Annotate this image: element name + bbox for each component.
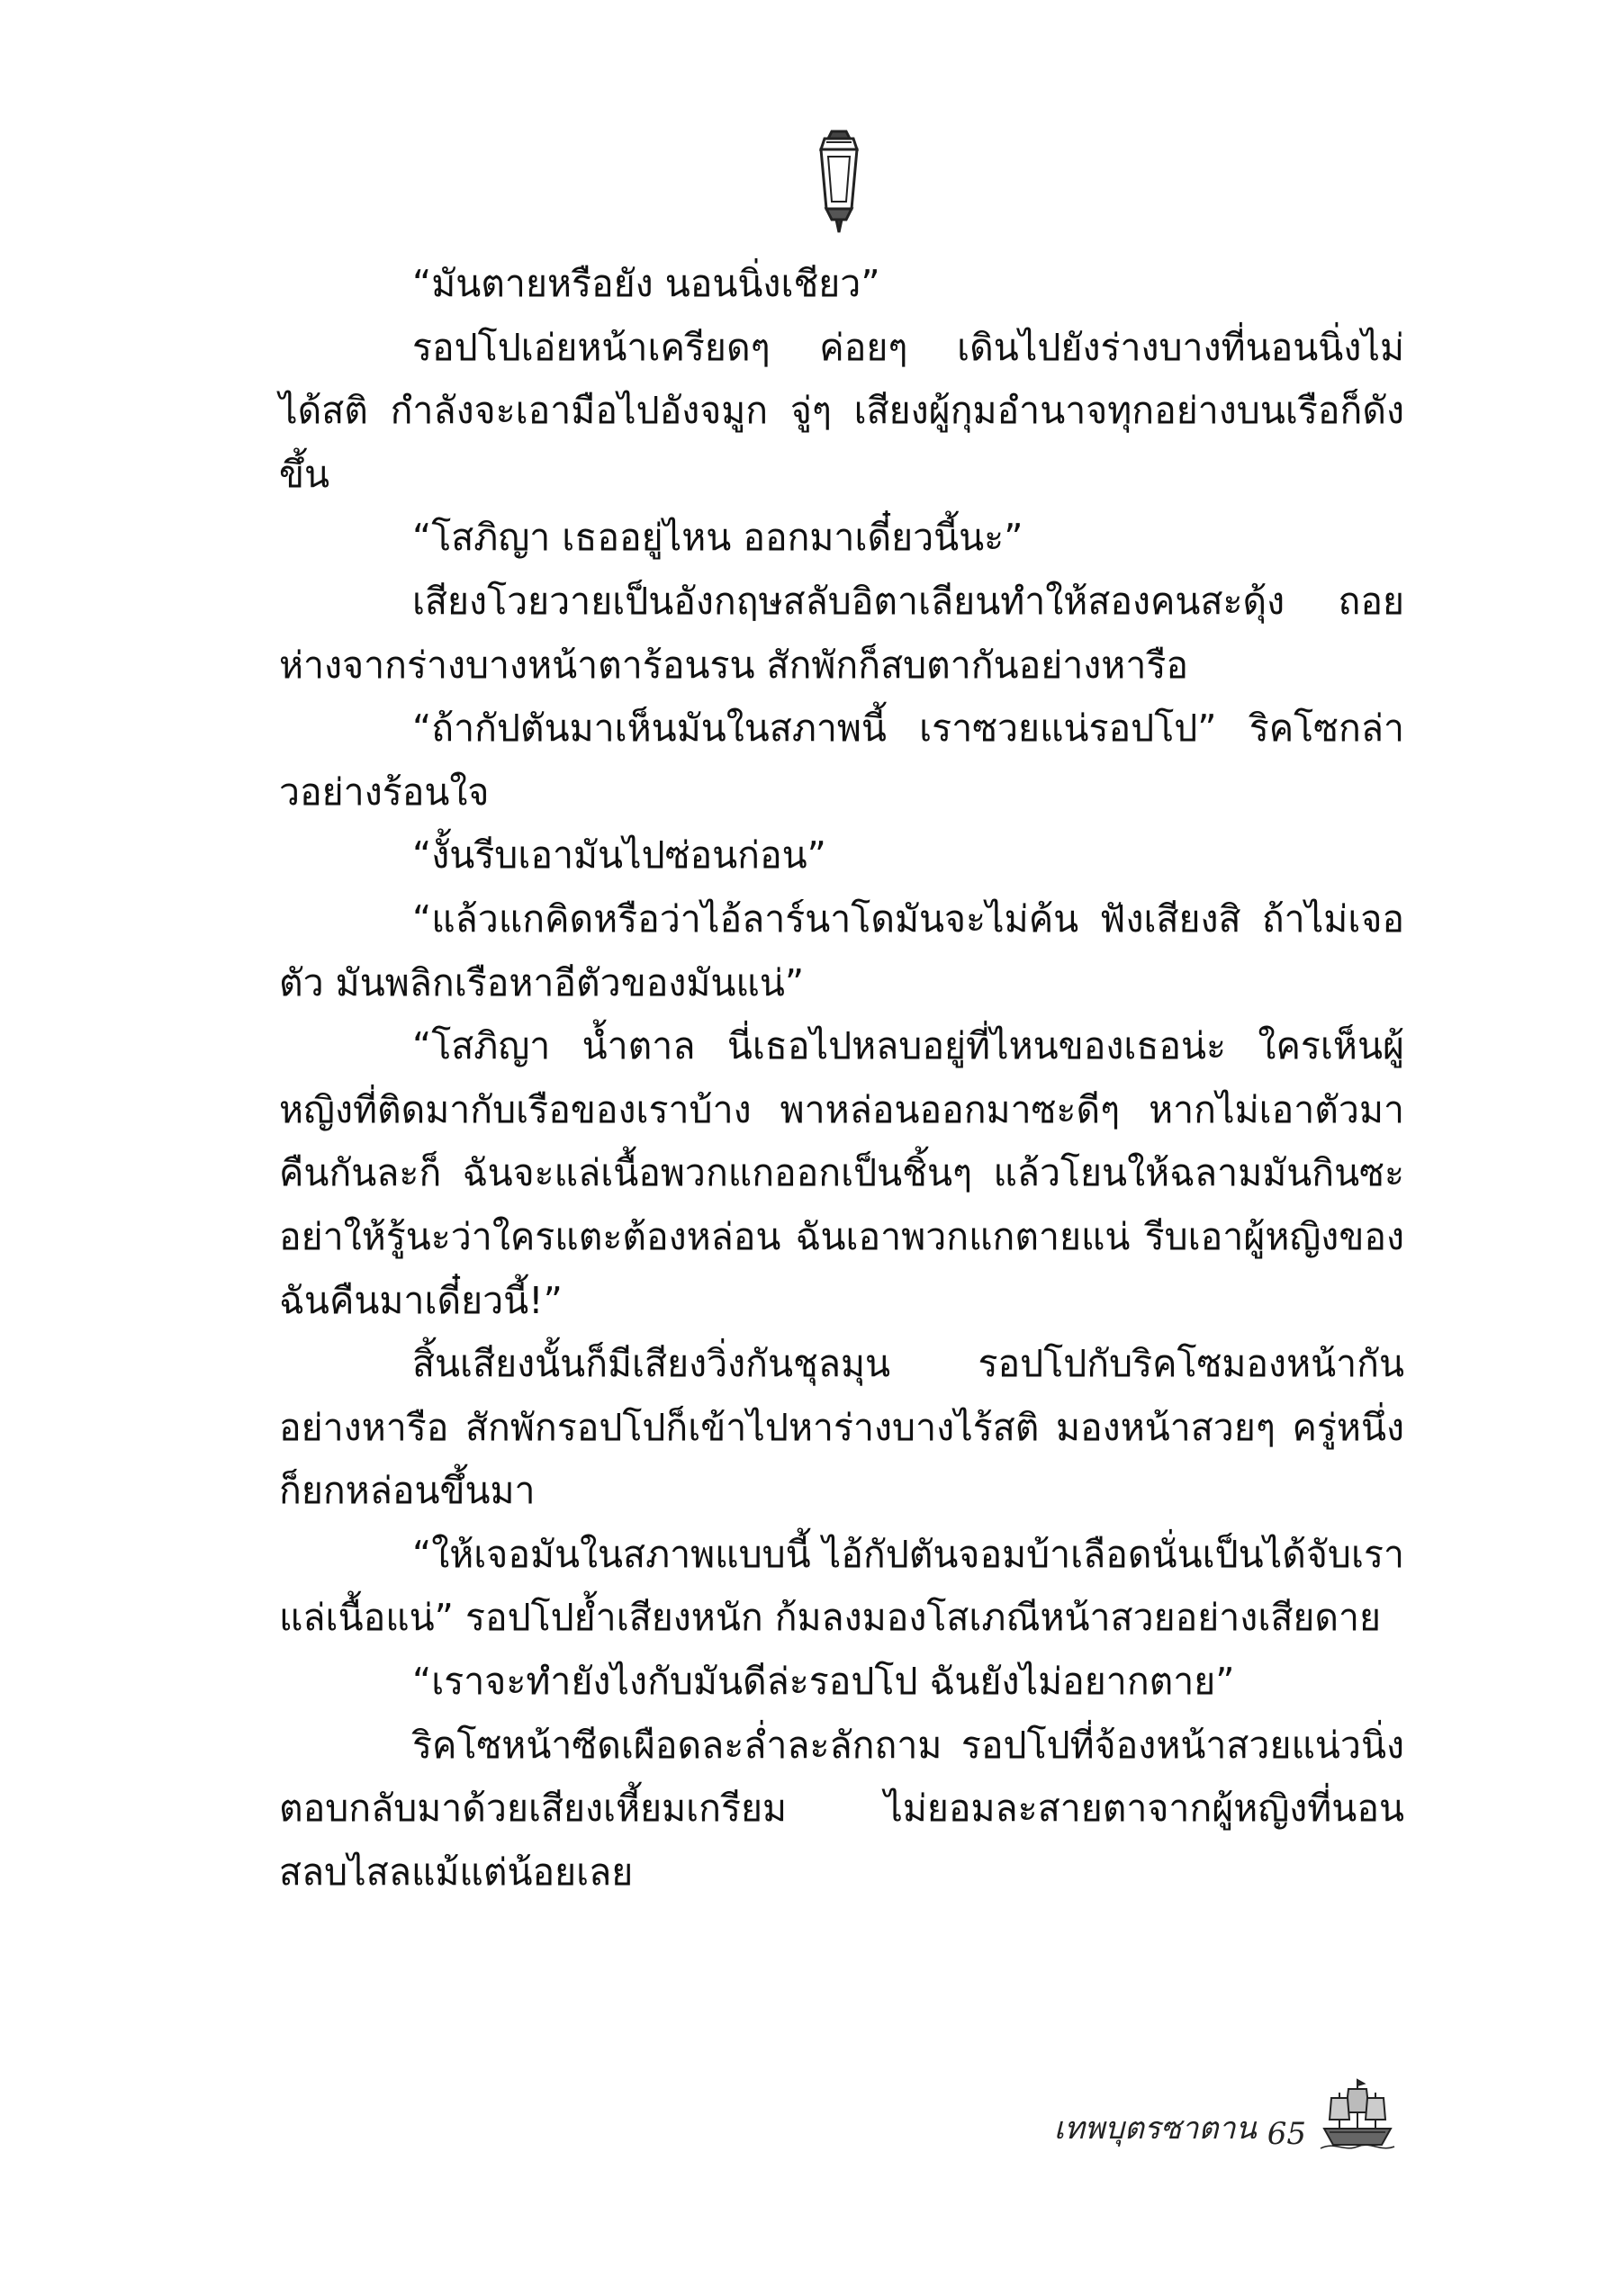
paragraph: “มันตายหรือยัง นอนนิ่งเชียว” bbox=[412, 262, 880, 305]
paragraph: “งั้นรีบเอามันไปซ่อนก่อน” bbox=[412, 833, 826, 878]
paragraph: “โสภิญา เธออยู่ไหน ออกมาเดี๋ยวนี้นะ” bbox=[412, 516, 1023, 560]
paragraph: “โสภิญา น้ำตาล นี่เธอไปหลบอยู่ที่ไหนของเธอน่ะ ใครเห็นผู้หญิงที่ติดมากับเรือของเราบ้าง พาหล่อนออกมาซะดีๆ หากไม่เอาตัวมาคืนกันละก็ ฉันจะแล่เนื้อพวกแกออกเป็นชิ้นๆ แล้วโยนให้ฉลามมันกินซะ อย่าให้รู้นะว่าใครแตะต้องหล่อน ฉันเอาพวกแกตายแน่ รีบเอาผู้หญิงของฉันคืนมาเดี๋ยวนี้!” bbox=[279, 1024, 1404, 1322]
paragraph: “ถ้ากัปตันมาเห็นมันในสภาพนี้ เราซวยแน่รอปโป” ริคโซกล่าวอย่างร้อนใจ bbox=[279, 707, 1404, 814]
paragraph: รอปโปเอ่ยหน้าเครียดๆ ค่อยๆ เดินไปยังร่างบางที่นอนนิ่งไม่ได้สติ กำลังจะเอามือไปอังจมูก จู่ๆ เสียงผู้กุมอำนาจทุกอย่างบนเรือก็ดังขึ้น bbox=[279, 325, 1404, 496]
book-title: เทพบุตรซาตาน bbox=[1053, 2111, 1257, 2147]
paragraph: ริคโซหน้าซีดเผือดละล่ำละลักถาม รอปโปที่จ้องหน้าสวยแน่วนิ่งตอบกลับมาด้วยเสียงเหี้ยมเกรียม ไม่ยอมละสายตาจากผู้หญิงที่นอนสลบไสลแม้แต่น้อยเลย bbox=[279, 1723, 1404, 1894]
lantern-icon bbox=[807, 126, 871, 243]
paragraph: “แล้วแกคิดหรือว่าไอ้ลาร์นาโดมันจะไม่ค้น ฟังเสียงสิ ถ้าไม่เจอตัว มันพลิกเรือหาอีตัวของมันแน่” bbox=[279, 896, 1404, 1004]
paragraph: เสียงโวยวายเป็นอังกฤษสลับอิตาเลียนทำให้สองคนสะดุ้ง ถอยห่างจากร่างบางหน้าตาร้อนรน สักพักก็สบตากันอย่างหารือ bbox=[279, 579, 1404, 687]
ship-icon bbox=[1317, 2076, 1398, 2152]
paragraph: “เราจะทำยังไงกับมันดีล่ะรอปโป ฉันยังไม่อยากตาย” bbox=[412, 1660, 1235, 1704]
page-number: 65 bbox=[1267, 2116, 1306, 2152]
paragraph: สิ้นเสียงนั้นก็มีเสียงวิ่งกันชุลมุน รอปโปกับริคโซมองหน้ากันอย่างหารือ สักพักรอปโปก็เข้าไปหาร่างบางไร้สติ มองหน้าสวยๆ ครู่หนึ่งก็ยกหล่อนขึ้นมา bbox=[279, 1342, 1404, 1513]
page-footer bbox=[1054, 2076, 1398, 2152]
paragraph: “ให้เจอมันในสภาพแบบนี้ ไอ้กัปตันจอมบ้าเลือดนั่นเป็นได้จับเราแล่เนื้อแน่” รอปโปย้ำเสียงหนัก ก้มลงมองโสเภณีหน้าสวยอย่างเสียดาย bbox=[279, 1532, 1405, 1640]
story-text bbox=[279, 252, 1404, 1904]
